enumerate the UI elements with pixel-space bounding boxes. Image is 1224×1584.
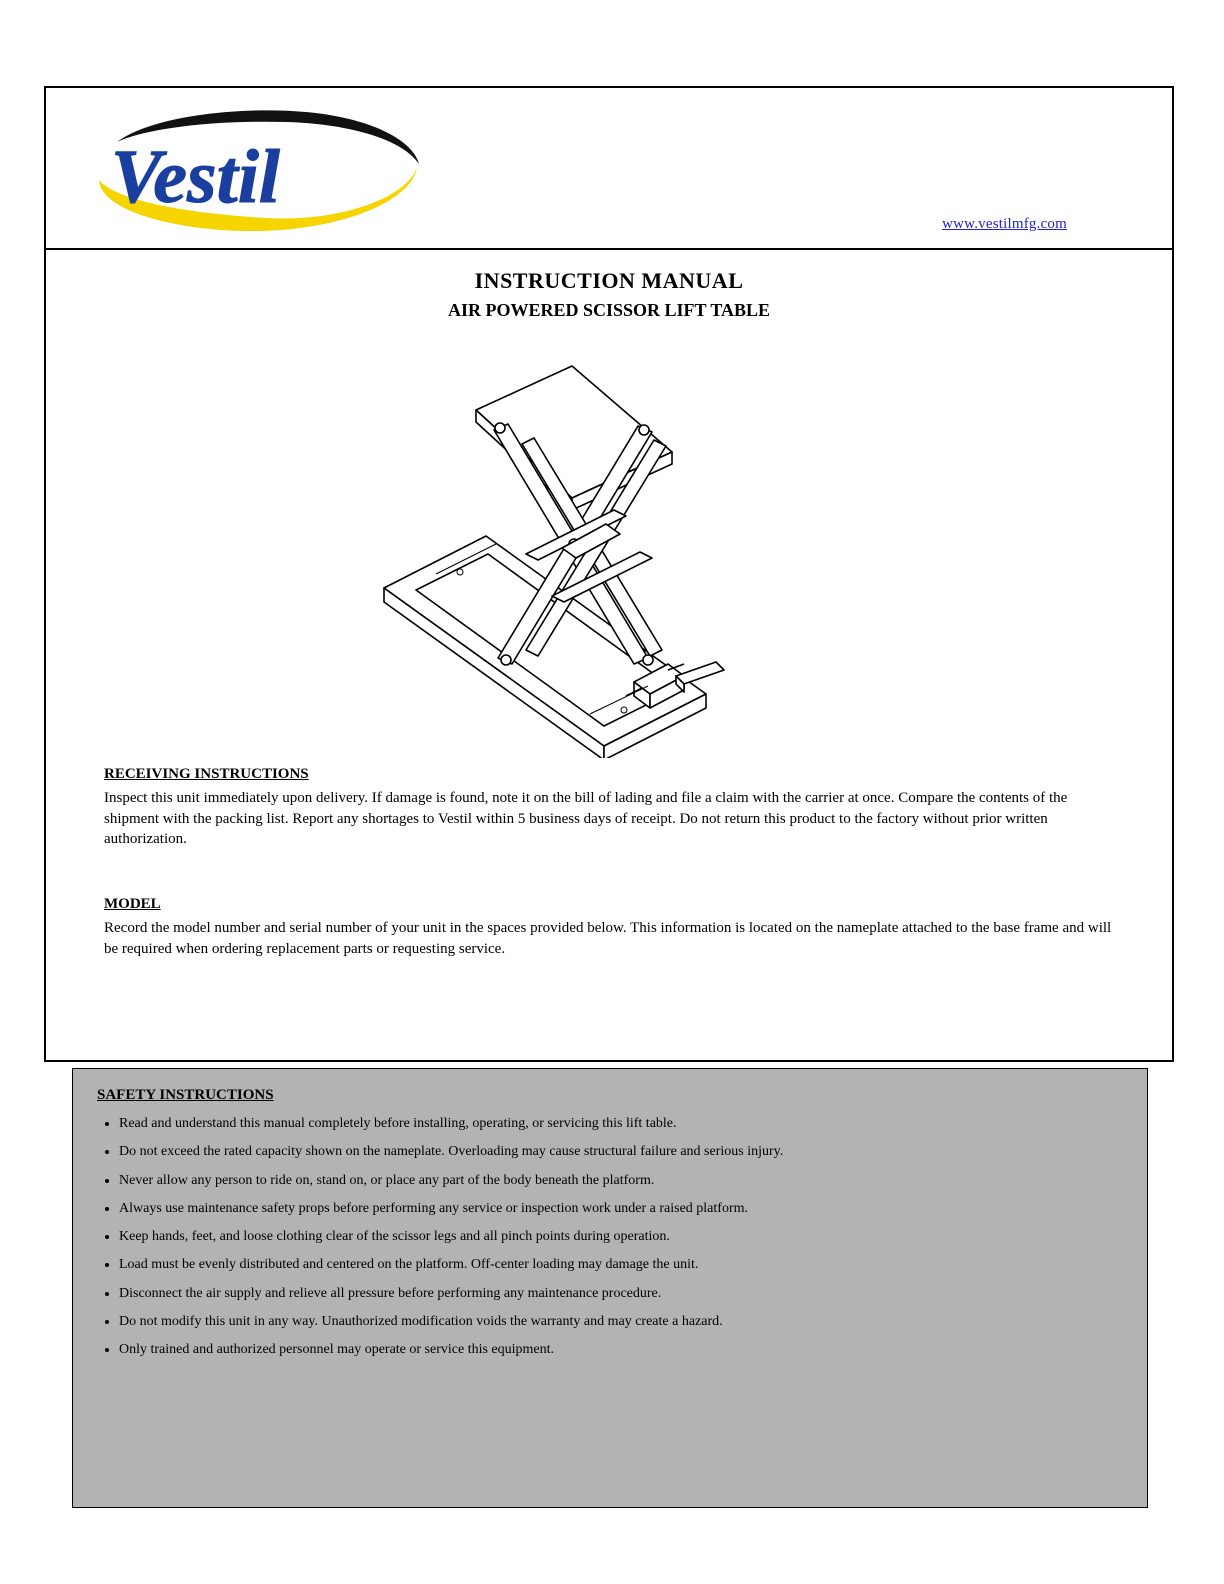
safety-instructions-list — [97, 1114, 1123, 1361]
list-item: • Disconnect the air supply and relieve all pressure before performing any maintenance procedure. — [119, 1284, 1123, 1304]
list-item: • Do not exceed the rated capacity shown on the nameplate. Overloading may cause structural failure and serious injury. — [119, 1142, 1123, 1162]
list-item: • Never allow any person to ride on, stand on, or place any part of the body beneath the platform. — [119, 1171, 1123, 1191]
page-title: INSTRUCTION MANUAL — [474, 268, 744, 293]
safety-instructions-heading: SAFETY INSTRUCTIONS — [97, 1087, 274, 1103]
list-item: • Always use maintenance safety props before performing any service or inspection work under a raised platform. — [119, 1199, 1123, 1219]
list-item: • Only trained and authorized personnel may operate or service this equipment. — [119, 1340, 1123, 1360]
section-model-heading: MODEL — [104, 896, 161, 912]
scissor-lift-table-illustration — [376, 358, 846, 758]
list-item: • Keep hands, feet, and loose clothing clear of the scissor legs and all pinch points during operation. — [119, 1227, 1123, 1247]
section-model — [104, 894, 1114, 959]
document-header — [46, 88, 1172, 248]
website-link[interactable]: www.vestilmfg.com — [942, 216, 1067, 232]
section-receiving-body: Inspect this unit immediately upon delivery. If damage is found, note it on the bill of lading and file a claim with the carrier at once. Compare the contents of the shipment with the packing list. Report any shortages to Vestil within 5 business days of receipt. Do not return this product to the factory without prior written authorization. — [104, 790, 1068, 847]
page-subtitle: AIR POWERED SCISSOR LIFT TABLE — [447, 300, 771, 320]
section-model-body: Record the model number and serial number of your unit in the spaces provided below. This information is located on the nameplate attached to the base frame and will be required when ordering replacement parts or requesting service. — [104, 920, 1112, 957]
svg-text:Vestil: Vestil — [111, 135, 280, 219]
list-item: • Do not modify this unit in any way. Unauthorized modification voids the warranty and may create a hazard. — [119, 1312, 1123, 1332]
section-receiving-heading: RECEIVING INSTRUCTIONS — [104, 766, 309, 782]
header-divider — [46, 248, 1172, 250]
vestil-logo — [91, 106, 421, 236]
safety-instructions-box — [72, 1068, 1148, 1508]
document-page — [44, 86, 1174, 1062]
list-item: • Read and understand this manual completely before installing, operating, or servicing this lift table. — [119, 1114, 1123, 1134]
list-item: • Load must be evenly distributed and centered on the platform. Off-center loading may damage the unit. — [119, 1255, 1123, 1275]
section-receiving — [104, 764, 1114, 849]
